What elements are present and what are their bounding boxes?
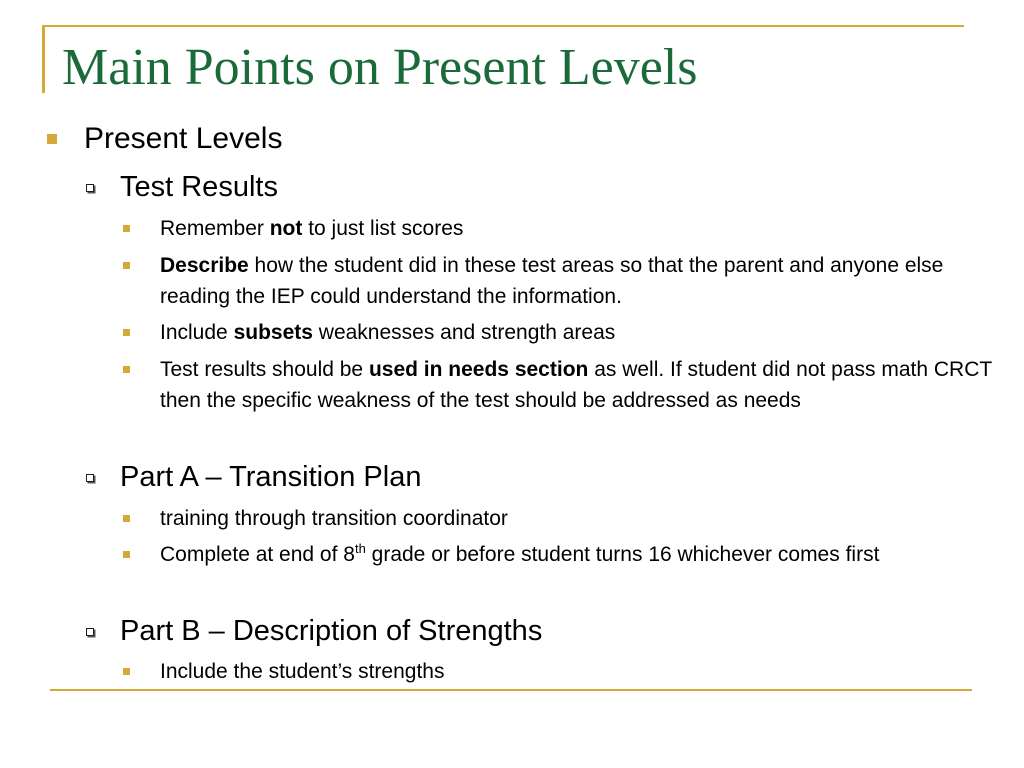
- square-bullet-icon: [123, 329, 130, 336]
- square-bullet-icon: [123, 366, 130, 373]
- emphasis-text: subsets: [233, 321, 313, 344]
- square-bullet-icon: [123, 262, 130, 269]
- square-bullet-icon: [47, 134, 57, 144]
- superscript-text: th: [354, 541, 366, 556]
- bullet-complete-at-end: [160, 539, 1005, 570]
- subheading-part-a: Part A – Transition Plan: [120, 461, 422, 493]
- subheading-part-b: Part B – Description of Strengths: [120, 615, 543, 647]
- square-bullet-icon: [123, 668, 130, 675]
- bullet-remember-not: [160, 213, 1005, 244]
- hollow-square-bullet-icon: [86, 628, 94, 636]
- hollow-square-bullet-icon: [86, 474, 94, 482]
- text-segment: weaknesses and strength areas: [312, 321, 616, 344]
- subheading-test-results: Test Results: [120, 171, 278, 203]
- emphasis-text: used in needs section: [368, 358, 589, 381]
- square-bullet-icon: [123, 225, 130, 232]
- text-segment: Test results should be: [160, 358, 369, 381]
- square-bullet-icon: [123, 515, 130, 522]
- bullet-needs-section: [160, 354, 1005, 416]
- bullet-include-subsets: [160, 317, 1005, 348]
- text-segment: how the student did in these test areas so that the parent and anyone else reading the IEP could understand the information.: [160, 254, 944, 308]
- bullet-present-levels: Present Levels: [84, 122, 283, 155]
- bullet-include-strengths: Include the student’s strengths: [160, 660, 445, 683]
- text-segment: grade or before student turns 16 whichever comes first: [365, 543, 880, 566]
- text-segment: to just list scores: [302, 217, 464, 240]
- text-segment: Include: [160, 321, 234, 344]
- bullet-transition-coordinator: training through transition coordinator: [160, 507, 508, 530]
- emphasis-text: Describe: [160, 254, 249, 277]
- text-segment: Remember: [160, 217, 270, 240]
- emphasis-text: not: [269, 217, 303, 240]
- text-segment: Complete at end of 8: [160, 543, 355, 566]
- square-bullet-icon: [123, 551, 130, 558]
- bullet-describe: [160, 250, 1005, 312]
- hollow-square-bullet-icon: [86, 184, 94, 192]
- text-segment: as well. If student did not pass math CRCT then the specific weakness of the test should be addressed as needs: [160, 358, 992, 412]
- slide-title: Main Points on Present Levels: [62, 39, 698, 96]
